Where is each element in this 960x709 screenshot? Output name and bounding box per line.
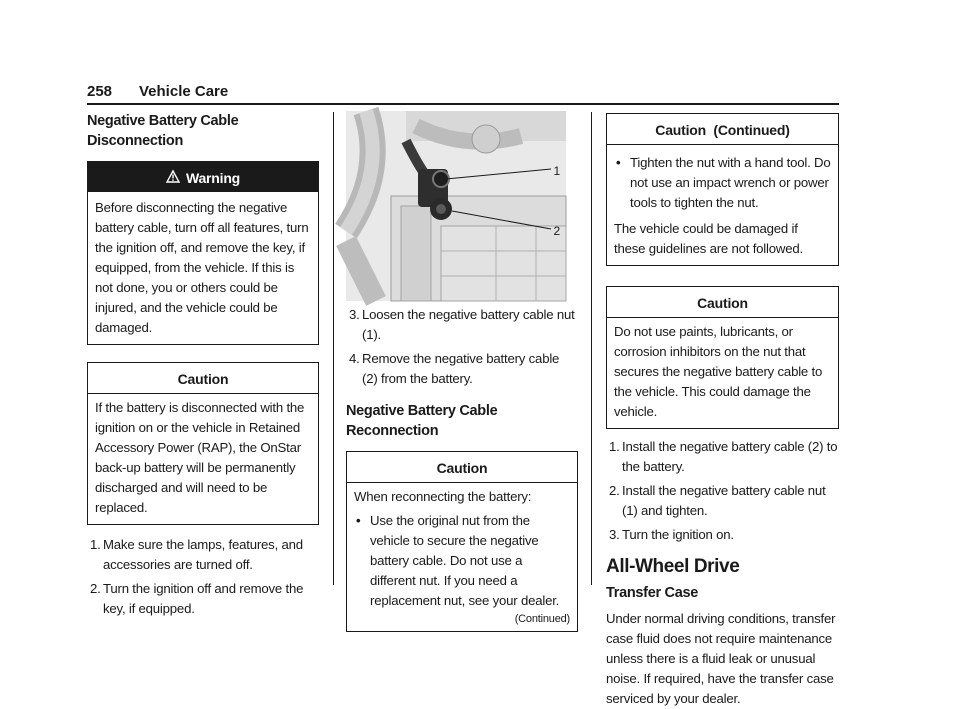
section-heading: Negative Battery Cable Reconnection bbox=[346, 403, 498, 439]
column-divider bbox=[333, 112, 334, 585]
warning-body: Before disconnecting the negative battery cable, turn off all features, turn the ignition off, and remove the key, if equipped, from the vehicle. If this is not done, you or others could be injured, and the vehicle could be damaged. bbox=[95, 200, 309, 335]
list-item: 4. Remove the negative battery cable (2) from the battery. bbox=[349, 351, 560, 386]
list-item: • Tighten the nut with a hand tool. Do not use an impact wrench or power tools to tighten the nut. bbox=[614, 153, 831, 213]
list-item: • Use the original nut from the vehicle to secure the negative battery cable. Do not use a different nut. If you need a replacement nut, see your dealer. bbox=[354, 511, 570, 611]
list-item: 2. Install the negative battery cable nut (1) and tighten. bbox=[609, 483, 826, 518]
list-item: 3. Turn the ignition on. bbox=[609, 527, 734, 542]
caution-title: Caution bbox=[607, 287, 838, 318]
column-divider bbox=[591, 112, 592, 585]
caution-title: Caution bbox=[347, 452, 577, 483]
subsection-heading: Transfer Case bbox=[606, 585, 699, 601]
caution-body bbox=[607, 145, 838, 265]
page-header bbox=[87, 83, 839, 105]
section-heading: Negative Battery Cable Disconnection bbox=[87, 113, 239, 149]
column-2 bbox=[346, 111, 578, 632]
warning-triangle-icon bbox=[166, 168, 180, 188]
section-title: Vehicle Care bbox=[139, 83, 229, 100]
caution-box bbox=[606, 286, 839, 429]
caution-title: Caution (Continued) bbox=[607, 114, 838, 145]
caution-text: The vehicle could be damaged if these guidelines are not followed. bbox=[614, 221, 803, 256]
header-rule bbox=[87, 103, 839, 105]
caution-intro: When reconnecting the battery: bbox=[354, 489, 532, 504]
bullet-list bbox=[354, 511, 570, 611]
step-list bbox=[606, 437, 839, 545]
callout-1: 1 bbox=[553, 164, 560, 178]
battery-cable-figure bbox=[346, 111, 566, 301]
step-list bbox=[87, 535, 319, 619]
caution-body: Do not use paints, lubricants, or corrosion inhibitors on the nut that secures the negative battery cable to the vehicle. This could damage the vehicle. bbox=[614, 324, 823, 419]
bullet-list bbox=[614, 153, 831, 213]
warning-title: Warning bbox=[185, 170, 241, 186]
callout-2: 2 bbox=[553, 224, 560, 238]
caution-continued-box bbox=[606, 113, 839, 266]
page-number: 258 bbox=[87, 83, 113, 100]
warning-header bbox=[88, 162, 318, 192]
list-item: 1. Make sure the lamps, features, and accessories are turned off. bbox=[90, 537, 303, 572]
paragraph: Under normal driving conditions, transfer case fluid does not require maintenance unless there is a fluid leak or unusual noise. If required, have the transfer case serviced by your dealer. bbox=[606, 611, 836, 706]
battery-illustration bbox=[346, 111, 566, 301]
warning-box bbox=[87, 161, 319, 345]
caution-body bbox=[347, 483, 577, 631]
caution-title: Caution bbox=[88, 363, 318, 394]
caution-box bbox=[346, 451, 578, 632]
column-3 bbox=[606, 111, 839, 709]
column-1 bbox=[87, 111, 319, 623]
list-item: 1. Install the negative battery cable (2) to the battery. bbox=[609, 439, 838, 474]
continued-label: (Continued) bbox=[514, 613, 570, 625]
chapter-heading: All-Wheel Drive bbox=[606, 556, 740, 577]
list-item: 2. Turn the ignition off and remove the key, if equipped. bbox=[90, 581, 304, 616]
step-list bbox=[346, 305, 578, 389]
list-item: 3. Loosen the negative battery cable nut (1). bbox=[349, 307, 575, 342]
caution-body: If the battery is disconnected with the ignition on or the vehicle in Retained Accessory Power (RAP), the OnStar back-up battery will be permanently discharged and will need to be replaced. bbox=[95, 400, 305, 515]
caution-box bbox=[87, 362, 319, 525]
